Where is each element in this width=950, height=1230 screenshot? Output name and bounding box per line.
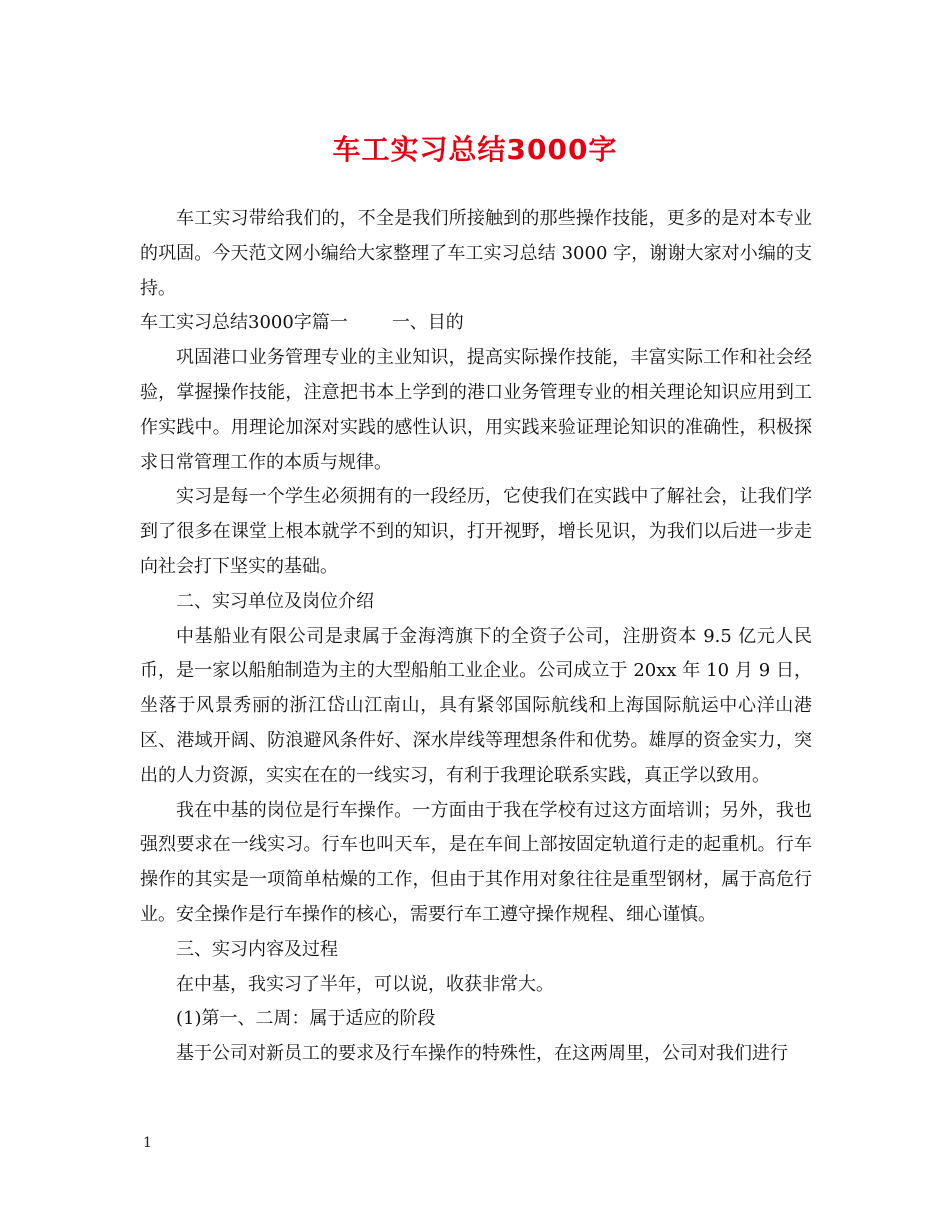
document-title: 车工实习总结3000字: [332, 133, 618, 166]
section-heading-line: [140, 306, 812, 341]
section-heading-purpose: 一、目的: [391, 312, 464, 334]
page-number: 1: [143, 1135, 152, 1151]
section-three-heading: 三、实习内容及过程: [176, 938, 338, 960]
document-body: [140, 202, 812, 1072]
experience-paragraph: 实习是每一个学生必须拥有的一段经历，它使我们在实践中了解社会，让我们学到了很多在课堂上根本就学不到的知识，打开视野，增长见识，为我们以后进一步走向社会打下坚实的基础。: [140, 486, 812, 577]
company-paragraph: 中基船业有限公司是隶属于金海湾旗下的全资子公司，注册资本 9.5 亿元人民币，是一家以船舶制造为主的大型船舶工业企业。公司成立于 20xx 年 10 月 9 日，坐落于风景秀丽的浙江岱山江南山，具有紧邻国际航线和上海国际航运中心洋山港区、港域开阔、防浪避风条件好、深水岸线等理想条件和优势。雄厚的资金实力，突出的人力资源，实实在在的一线实习，有利于我理论联系实践，真正学以致用。: [140, 625, 812, 786]
position-paragraph: 我在中基的岗位是行车操作。一方面由于我在学校有过这方面培训；另外，我也强烈要求在一线实习。行车也叫天车，是在车间上部按固定轨道行走的起重机。行车操作的其实是一项简单枯燥的工作，但由于其作用对象往往是重型钢材，属于高危行业。安全操作是行车操作的核心，需要行车工遵守操作规程、细心谨慎。: [140, 799, 812, 925]
training-paragraph: 基于公司对新员工的要求及行车操作的特殊性，在这两周里，公司对我们进行: [176, 1043, 788, 1065]
section-two-heading: 二、实习单位及岗位介绍: [176, 590, 374, 612]
intro-paragraph: 车工实习带给我们的，不全是我们所接触到的那些操作技能，更多的是对本专业的巩固。今天范文网小编给大家整理了车工实习总结 3000 字，谢谢大家对小编的支持。: [140, 208, 812, 299]
purpose-paragraph: 巩固港口业务管理专业的主业知识，提高实际操作技能，丰富实际工作和社会经验，掌握操作技能，注意把书本上学到的港口业务管理专业的相关理论知识应用到工作实践中。用理论加深对实践的感性认识，用实践来验证理论知识的准确性，积极探求日常管理工作的本质与规律。: [140, 347, 812, 473]
week-one-two-heading: (1)第一、二周：属于适应的阶段: [176, 1008, 436, 1030]
internship-summary-paragraph: 在中基，我实习了半年，可以说，收获非常大。: [176, 973, 554, 995]
section-heading-title: 车工实习总结3000字篇一: [140, 312, 348, 334]
